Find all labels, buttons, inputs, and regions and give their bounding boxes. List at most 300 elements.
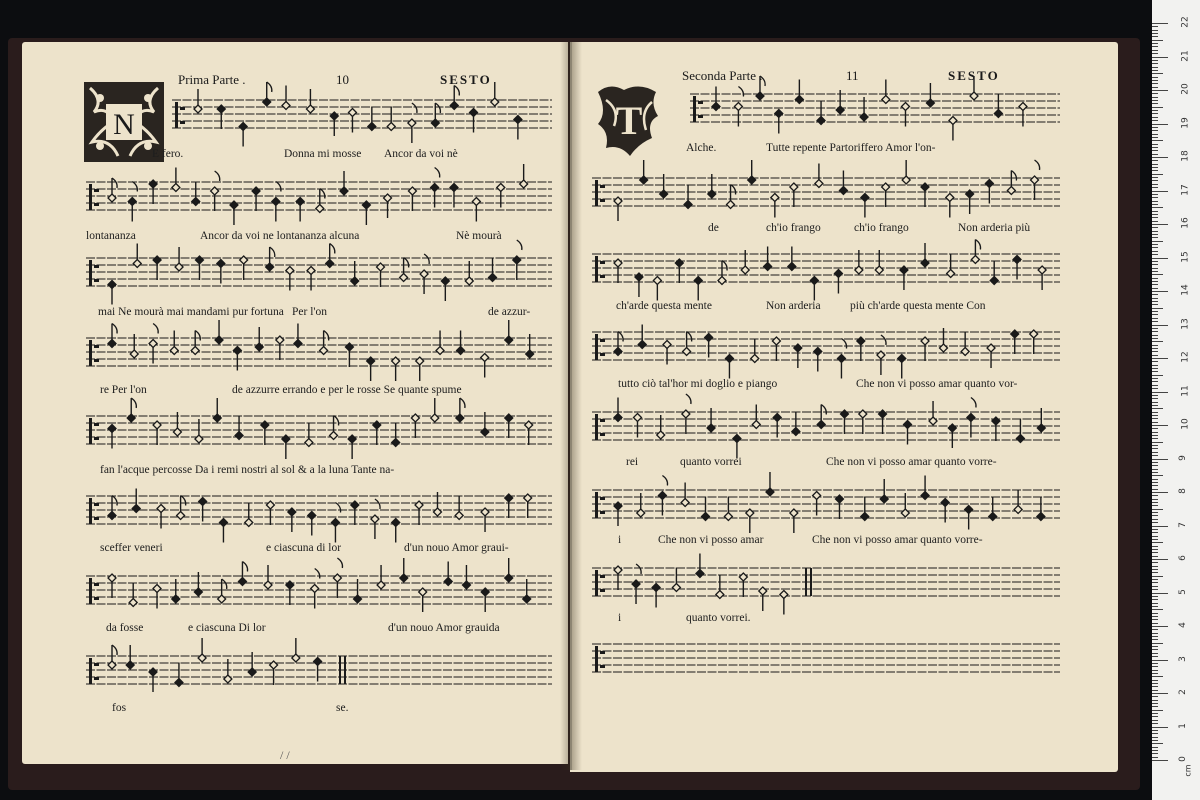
ruler-mm-tick [1152,502,1158,503]
ruler-mm-tick [1152,117,1158,118]
ruler-mm-tick [1152,716,1158,717]
ruler-label: 3 [1177,655,1188,662]
ruler-mm-tick [1152,113,1158,114]
ruler-mm-tick [1152,442,1163,443]
lyric-text: sceffer veneri [100,542,163,554]
ruler-label: 19 [1180,116,1191,129]
ruler-mm-tick [1152,371,1158,372]
ruler-label: 21 [1180,49,1191,62]
ruler-mm-tick [1152,680,1158,681]
lyric-text: mai Ne mourà mai mandami pur fortuna [98,306,284,318]
ruler-mm-tick [1152,103,1158,104]
ruler-label: 18 [1180,150,1191,162]
lyric-text: Non arderia [766,300,821,312]
ruler-mm-tick [1152,579,1158,580]
ruler-mm-tick [1152,408,1163,409]
ruler-mm-tick [1152,144,1158,145]
ruler-mm-tick [1152,80,1158,81]
ruler-mm-tick [1152,539,1158,540]
scale-ruler [1152,0,1200,800]
ruler-mm-tick [1152,556,1158,557]
ruler-mm-tick [1152,304,1158,305]
ruler-mm-tick [1152,636,1158,637]
ruler-mm-tick [1152,365,1158,366]
ruler-cm-tick [1152,626,1168,627]
ruler-label: 11 [1180,384,1191,397]
ruler-mm-tick [1152,472,1158,473]
ruler-mm-tick [1152,180,1158,181]
ruler-mm-tick [1152,241,1163,242]
ruler-mm-tick [1152,244,1158,245]
ruler-label: 9 [1177,454,1188,461]
ruler-mm-tick [1152,331,1158,332]
ruler-mm-tick [1152,696,1158,697]
ruler-mm-tick [1152,284,1158,285]
ruler-mm-tick [1152,187,1158,188]
ruler-mm-tick [1152,465,1158,466]
ruler-mm-tick [1152,33,1158,34]
ruler-mm-tick [1152,30,1158,31]
ruler-mm-tick [1152,599,1158,600]
book-gutter [560,42,582,770]
ruler-mm-tick [1152,582,1158,583]
ruler-mm-tick [1152,656,1158,657]
ruler-cm-tick [1152,224,1168,225]
ruler-mm-tick [1152,53,1158,54]
music-staff [86,406,552,458]
ruler-mm-tick [1152,455,1158,456]
ruler-mm-tick [1152,529,1158,530]
ruler-mm-tick [1152,643,1163,644]
lyric-text: da fosse [106,622,144,634]
ruler-mm-tick [1152,355,1158,356]
music-staff [86,328,552,380]
ruler-mm-tick [1152,589,1158,590]
ruler-cm-tick [1152,459,1168,460]
ruler-mm-tick [1152,686,1158,687]
ruler-label: 10 [1180,418,1191,430]
ruler-mm-tick [1152,723,1158,724]
ruler-mm-tick [1152,318,1158,319]
ruler-mm-tick [1152,633,1158,634]
ruler-mm-tick [1152,100,1158,101]
lyric-text: de [708,222,719,234]
ruler-cm-tick [1152,258,1168,259]
ruler-mm-tick [1152,522,1158,523]
ruler-label: 17 [1180,183,1191,196]
lyric-text: e ciascuna di lor [266,542,342,554]
ruler-mm-tick [1152,572,1158,573]
lyric-text: e ciascuna Di lor [188,622,266,634]
ruler-mm-tick [1152,445,1158,446]
ruler-mm-tick [1152,311,1158,312]
ruler-mm-tick [1152,167,1158,168]
music-staff [172,90,552,142]
ruler-mm-tick [1152,247,1158,248]
lyric-text: quanto vorrei. [686,612,751,624]
ruler-mm-tick [1152,499,1158,500]
ruler-mm-tick [1152,676,1163,677]
music-staff [86,646,552,698]
ruler-mm-tick [1152,609,1163,610]
ruler-mm-tick [1152,515,1158,516]
ruler-mm-tick [1152,77,1158,78]
ruler-mm-tick [1152,127,1158,128]
ruler-mm-tick [1152,120,1158,121]
ruler-mm-tick [1152,713,1158,714]
ruler-mm-tick [1152,97,1158,98]
ruler-mm-tick [1152,177,1158,178]
ruler-label: 8 [1177,488,1188,494]
ruler-mm-tick [1152,586,1158,587]
ruler-mm-tick [1152,673,1158,674]
ruler-mm-tick [1152,207,1163,208]
ruler-mm-tick [1152,130,1158,131]
ruler-cm-tick [1152,191,1168,192]
ruler-mm-tick [1152,690,1158,691]
ruler-mm-tick [1152,281,1158,282]
ruler-mm-tick [1152,204,1158,205]
ruler-mm-tick [1152,170,1158,171]
ruler-mm-tick [1152,87,1158,88]
ruler-mm-tick [1152,576,1163,577]
ruler-mm-tick [1152,301,1158,302]
ruler-mm-tick [1152,264,1158,265]
ruler-mm-tick [1152,63,1158,64]
ruler-mm-tick [1152,666,1158,667]
lyric-text: Che non vi posso amar quanto vorre- [812,534,983,546]
ruler-mm-tick [1152,569,1158,570]
ruler-mm-tick [1152,452,1158,453]
ruler-mm-tick [1152,646,1158,647]
ruler-mm-tick [1152,683,1158,684]
ruler-cm-tick [1152,157,1168,158]
ruler-label: 1 [1177,722,1188,729]
ruler-mm-tick [1152,93,1158,94]
lyric-text: i [618,534,622,546]
lyric-text: d'un nouo Amor grauida [388,622,500,634]
ruler-mm-tick [1152,251,1158,252]
ruler-mm-tick [1152,747,1158,748]
ruler-mm-tick [1152,546,1158,547]
ruler-mm-tick [1152,623,1158,624]
ruler-mm-tick [1152,519,1158,520]
ruler-mm-tick [1152,341,1163,342]
left-page-number: 10 [336,72,349,87]
music-staff [86,566,552,618]
ruler-mm-tick [1152,314,1158,315]
ruler-mm-tick [1152,512,1158,513]
music-staff [86,248,552,300]
ruler-label: 2 [1177,689,1188,695]
lyric-text: Che non vi posso amar quanto vor- [856,378,1018,390]
ruler-label: 20 [1180,83,1191,95]
left-page [22,42,568,764]
lyric-text: tutto ciò tal'hor mi doglio e piango [618,378,778,390]
music-staff [592,558,1060,610]
ruler-mm-tick [1152,485,1158,486]
ruler-label: 6 [1177,555,1188,561]
ruler-mm-tick [1152,67,1158,68]
music-staff [592,634,1060,686]
ruler-mm-tick [1152,361,1158,362]
ruler-mm-tick [1152,194,1158,195]
ruler-mm-tick [1152,743,1163,744]
ruler-mm-tick [1152,475,1163,476]
right-page-number: 11 [846,68,859,83]
lyric-text: Tutte repente Partoriffero Amor l'on- [766,142,936,154]
lyric-text: lontananza [86,230,136,242]
ruler-mm-tick [1152,596,1158,597]
ruler-mm-tick [1152,378,1158,379]
ruler-mm-tick [1152,227,1158,228]
ruler-mm-tick [1152,43,1158,44]
lyric-text: Per l'on [292,306,327,318]
ruler-mm-tick [1152,428,1158,429]
ruler-mm-tick [1152,432,1158,433]
lyric-text: Ancor da voi ne lontananza alcuna [200,230,360,242]
ruler-mm-tick [1152,703,1158,704]
lyric-text: più ch'arde questa mente Con [850,300,986,312]
ruler-mm-tick [1152,398,1158,399]
ruler-mm-tick [1152,70,1158,71]
ruler-mm-tick [1152,613,1158,614]
ruler-mm-tick [1152,338,1158,339]
ruler-mm-tick [1152,268,1158,269]
ruler-mm-tick [1152,619,1158,620]
music-staff [690,84,1060,136]
ruler-cm-tick [1152,392,1168,393]
ruler-mm-tick [1152,438,1158,439]
lyric-text: ch'io frango [854,222,909,234]
ruler-mm-tick [1152,345,1158,346]
ruler-mm-tick [1152,184,1158,185]
ruler-cm-tick [1152,693,1168,694]
ruler-mm-tick [1152,83,1158,84]
ruler-mm-tick [1152,381,1158,382]
right-part-label: Seconda Parte . [682,68,763,83]
ruler-mm-tick [1152,750,1158,751]
ruler-mm-tick [1152,402,1158,403]
ruler-mm-tick [1152,197,1158,198]
ruler-cm-tick [1152,291,1168,292]
lyric-text: de azzurre errando e per le rosse Se quante spume [232,384,462,396]
ruler-mm-tick [1152,532,1158,533]
ruler-mm-tick [1152,753,1158,754]
ruler-mm-tick [1152,469,1158,470]
lyric-text: rei [626,456,639,468]
ruler-mm-tick [1152,351,1158,352]
ruler-mm-tick [1152,415,1158,416]
ruler-mm-tick [1152,140,1163,141]
music-staff [592,322,1060,374]
ruler-mm-tick [1152,412,1158,413]
ruler-label: 22 [1180,16,1191,28]
lyric-text: Alche. [686,142,717,154]
ruler-mm-tick [1152,234,1158,235]
lyric-text: E fero. [152,148,184,160]
ruler-mm-tick [1152,274,1163,275]
ruler-cm-tick [1152,358,1168,359]
ruler-cm-tick [1152,124,1168,125]
ruler-label: 0 [1177,756,1188,762]
ruler-mm-tick [1152,740,1158,741]
ruler-mm-tick [1152,271,1158,272]
music-staff [592,244,1060,296]
ruler-mm-tick [1152,670,1158,671]
ruler-mm-tick [1152,448,1158,449]
music-staff [86,486,552,538]
ruler-mm-tick [1152,107,1163,108]
ruler-mm-tick [1152,700,1158,701]
ruler-mm-tick [1152,231,1158,232]
ruler-cm-tick [1152,90,1168,91]
ruler-mm-tick [1152,221,1158,222]
ruler-cm-tick [1152,760,1168,761]
lyric-text: Che non vi posso amar quanto vorre- [826,456,997,468]
ruler-mm-tick [1152,375,1163,376]
lyric-text: ch'io frango [766,222,821,234]
ruler-mm-tick [1152,211,1158,212]
ruler-mm-tick [1152,653,1158,654]
ruler-mm-tick [1152,385,1158,386]
lyric-text: Donna mi mosse [284,148,362,160]
ruler-label: 16 [1180,217,1191,229]
ruler-mm-tick [1152,335,1158,336]
ruler-mm-tick [1152,26,1158,27]
ruler-mm-tick [1152,629,1158,630]
ruler-mm-tick [1152,328,1158,329]
ruler-mm-tick [1152,562,1158,563]
lyric-text: Nè mourà [456,230,502,242]
ruler-cm-tick [1152,526,1168,527]
ruler-unit-label: cm [1183,764,1193,777]
ruler-mm-tick [1152,254,1158,255]
ruler-mm-tick [1152,237,1158,238]
ruler-mm-tick [1152,405,1158,406]
ruler-mm-tick [1152,388,1158,389]
ruler-label: 7 [1177,521,1188,528]
ruler-mm-tick [1152,73,1163,74]
ruler-mm-tick [1152,479,1158,480]
ruler-mm-tick [1152,422,1158,423]
lyric-text: se. [336,702,349,714]
ruler-mm-tick [1152,261,1158,262]
ruler-mm-tick [1152,160,1158,161]
ruler-mm-tick [1152,462,1158,463]
right-voice-label: SESTO [948,68,1000,83]
ruler-mm-tick [1152,706,1158,707]
ruler-cm-tick [1152,727,1168,728]
lyric-text: quanto vorrei [680,456,742,468]
ruler-cm-tick [1152,593,1168,594]
ruler-mm-tick [1152,348,1158,349]
right-page [570,42,1118,772]
ruler-mm-tick [1152,737,1158,738]
ruler-label: 15 [1180,250,1191,263]
ruler-mm-tick [1152,110,1158,111]
ruler-mm-tick [1152,435,1158,436]
ruler-mm-tick [1152,278,1158,279]
ruler-mm-tick [1152,150,1158,151]
ruler-cm-tick [1152,425,1168,426]
ruler-mm-tick [1152,552,1158,553]
ruler-mm-tick [1152,536,1158,537]
lyric-text: i [618,612,622,624]
lyric-text: Che non vi posso amar [658,534,764,546]
ruler-label: 5 [1177,588,1188,595]
lyric-text: fos [112,702,127,714]
ruler-mm-tick [1152,549,1158,550]
ruler-mm-tick [1152,495,1158,496]
ruler-mm-tick [1152,308,1163,309]
lyric-text: Ancor da voi nè [384,148,458,160]
ruler-mm-tick [1152,606,1158,607]
ruler-cm-tick [1152,57,1168,58]
left-initial-letter: N [113,108,135,141]
lyric-text: de azzur- [488,306,531,318]
ruler-cm-tick [1152,559,1168,560]
left-voice-label: SESTO [440,72,492,87]
lyric-text: d'un nouo Amor graui- [404,542,509,554]
ruler-mm-tick [1152,46,1158,47]
ruler-mm-tick [1152,395,1158,396]
folio-pencil-mark: / / [280,748,290,762]
ruler-label: 13 [1180,317,1191,330]
ruler-mm-tick [1152,214,1158,215]
ruler-mm-tick [1152,710,1163,711]
ruler-mm-tick [1152,418,1158,419]
ruler-mm-tick [1152,368,1158,369]
ruler-mm-tick [1152,733,1158,734]
ruler-label: 4 [1177,622,1188,628]
ruler-mm-tick [1152,164,1158,165]
ruler-mm-tick [1152,294,1158,295]
ruler-mm-tick [1152,566,1158,567]
ruler-mm-tick [1152,482,1158,483]
ruler-mm-tick [1152,50,1158,51]
music-staff [592,402,1060,454]
ruler-cm-tick [1152,660,1168,661]
ruler-mm-tick [1152,321,1158,322]
ruler-mm-tick [1152,720,1158,721]
ruler-cm-tick [1152,492,1168,493]
ruler-cm-tick [1152,23,1168,24]
ruler-mm-tick [1152,201,1158,202]
ruler-mm-tick [1152,134,1158,135]
left-part-label: Prima Parte . [178,72,246,87]
ruler-label: 12 [1180,351,1191,363]
ruler-mm-tick [1152,60,1158,61]
ruler-mm-tick [1152,36,1158,37]
music-staff [592,168,1060,220]
ruler-mm-tick [1152,542,1163,543]
ruler-mm-tick [1152,217,1158,218]
ruler-mm-tick [1152,663,1158,664]
lyric-text: re Per l'on [100,384,147,396]
ruler-mm-tick [1152,147,1158,148]
ruler-mm-tick [1152,489,1158,490]
lyric-text: fan l'acque percosse Da i remi nostri al sol & a la luna Tante na- [100,464,395,476]
ruler-mm-tick [1152,639,1158,640]
ruler-mm-tick [1152,616,1158,617]
ruler-mm-tick [1152,40,1163,41]
lyric-text: Non arderia più [958,222,1031,234]
ruler-mm-tick [1152,154,1158,155]
lyric-text: ch'arde questa mente [616,300,712,312]
right-initial-letter: T [615,98,643,143]
ruler-mm-tick [1152,730,1158,731]
